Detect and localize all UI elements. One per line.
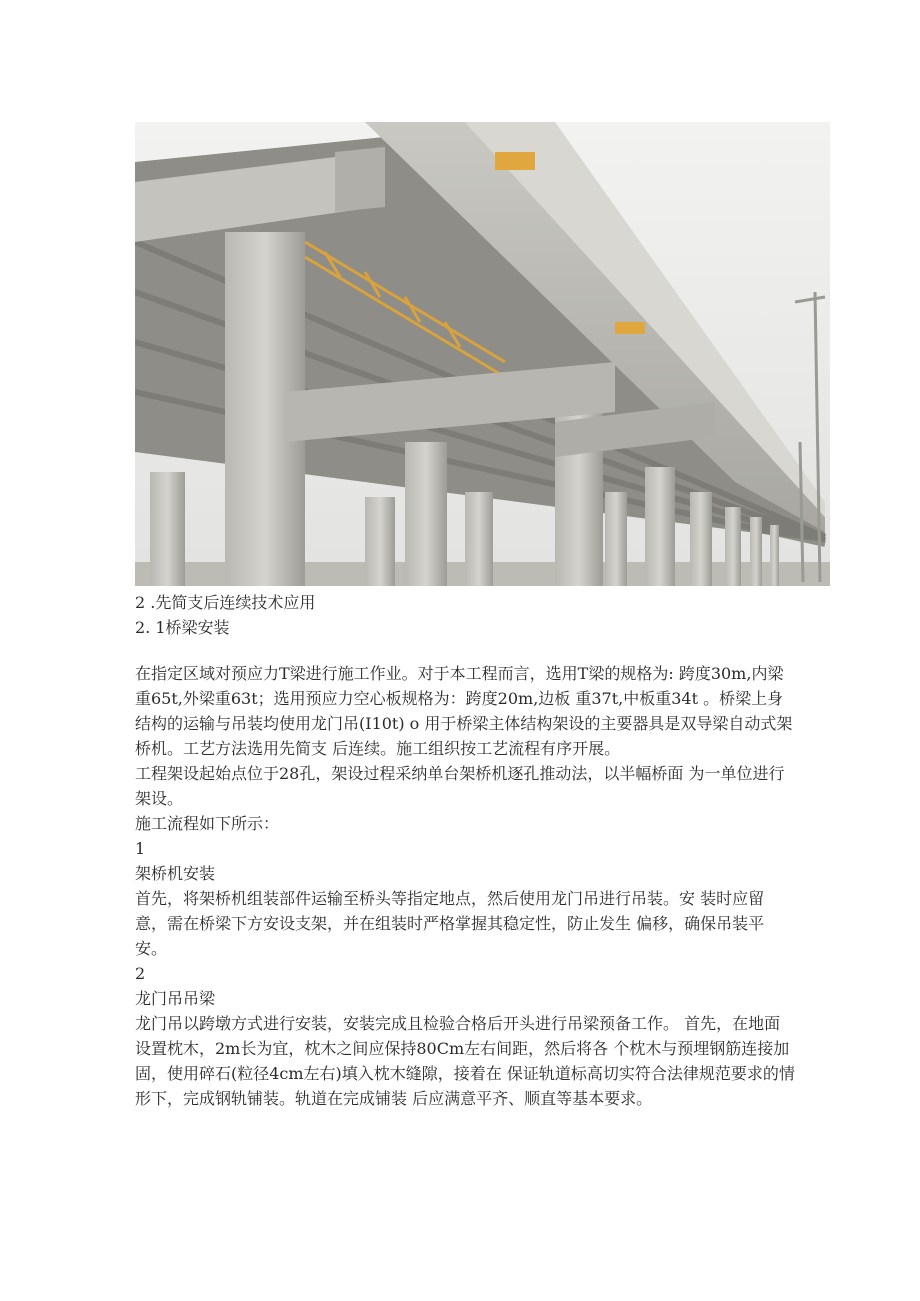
pier-9 [690, 492, 712, 586]
pier-2 [150, 472, 185, 586]
pier-3 [365, 497, 395, 586]
pier-10 [725, 507, 741, 586]
bridge-construction-photo [135, 122, 830, 586]
step-title: 龙门吊吊梁 [135, 989, 216, 1008]
step-title: 架桥机安装 [135, 864, 216, 883]
pier-11 [750, 517, 762, 586]
step-body: 首先，将架桥机组装部件运输至桥头等指定地点，然后使用龙门吊进行吊装。安 装时应留意，需在桥梁下方安设支架，并在组装时严格掌握其稳定性，防止发生 偏移，确保吊装平安。 [135, 889, 765, 958]
step-body: 龙门吊以跨墩方式进行安装，安装完成且检验合格后开头进行吊梁预备工作。 首先，在地面设置枕木，2m长为宜，枕木之间应保持80Cm左右间距，然后将各 个枕木与预埋钢筋连接加固，使用碎石(粒径4cm左右)填入枕木缝隙，接着在 保证轨道标高切实符合法律规范要求的情形下，完成钢轨铺装。轨道在完成铺装 后应满意平齐、顺直等基本要求。 [135, 1014, 795, 1108]
pier-5 [465, 492, 493, 586]
pier-8 [645, 467, 675, 586]
subsection-heading: 2. 1桥梁安装 [135, 618, 230, 637]
step-number: 1 [135, 839, 146, 858]
paragraph-process-intro: 施工流程如下所示： [135, 814, 280, 833]
section-heading: 2 .先简支后连续技术应用 [135, 593, 316, 612]
pier-7 [605, 492, 627, 586]
paragraph-start-point: 工程架设起始点位于28孔，架设过程采纳单台架桥机逐孔推动法，以半幅桥面 为一单位进行架设。 [135, 764, 785, 808]
article-body [135, 590, 795, 1111]
bridge-illustration [135, 122, 830, 586]
paragraph-intro: 在指定区域对预应力T梁进行施工作业。对于本工程而言，选用T梁的规格为: 跨度30m,内梁重65t,外梁重63t；选用预应力空心板规格为：跨度20m,边板 重37t,中板重34t 。桥梁上身结构的运输与吊装均使用龙门吊(I10t) o 用于桥梁主体结构架设的主要器具是双导梁自动式架桥机。工艺方法选用先简支 后连续。施工组织按工艺流程有序开展。 [135, 664, 793, 758]
pier-4 [405, 442, 447, 586]
step-number: 2 [135, 964, 146, 983]
pier-12 [770, 525, 779, 586]
